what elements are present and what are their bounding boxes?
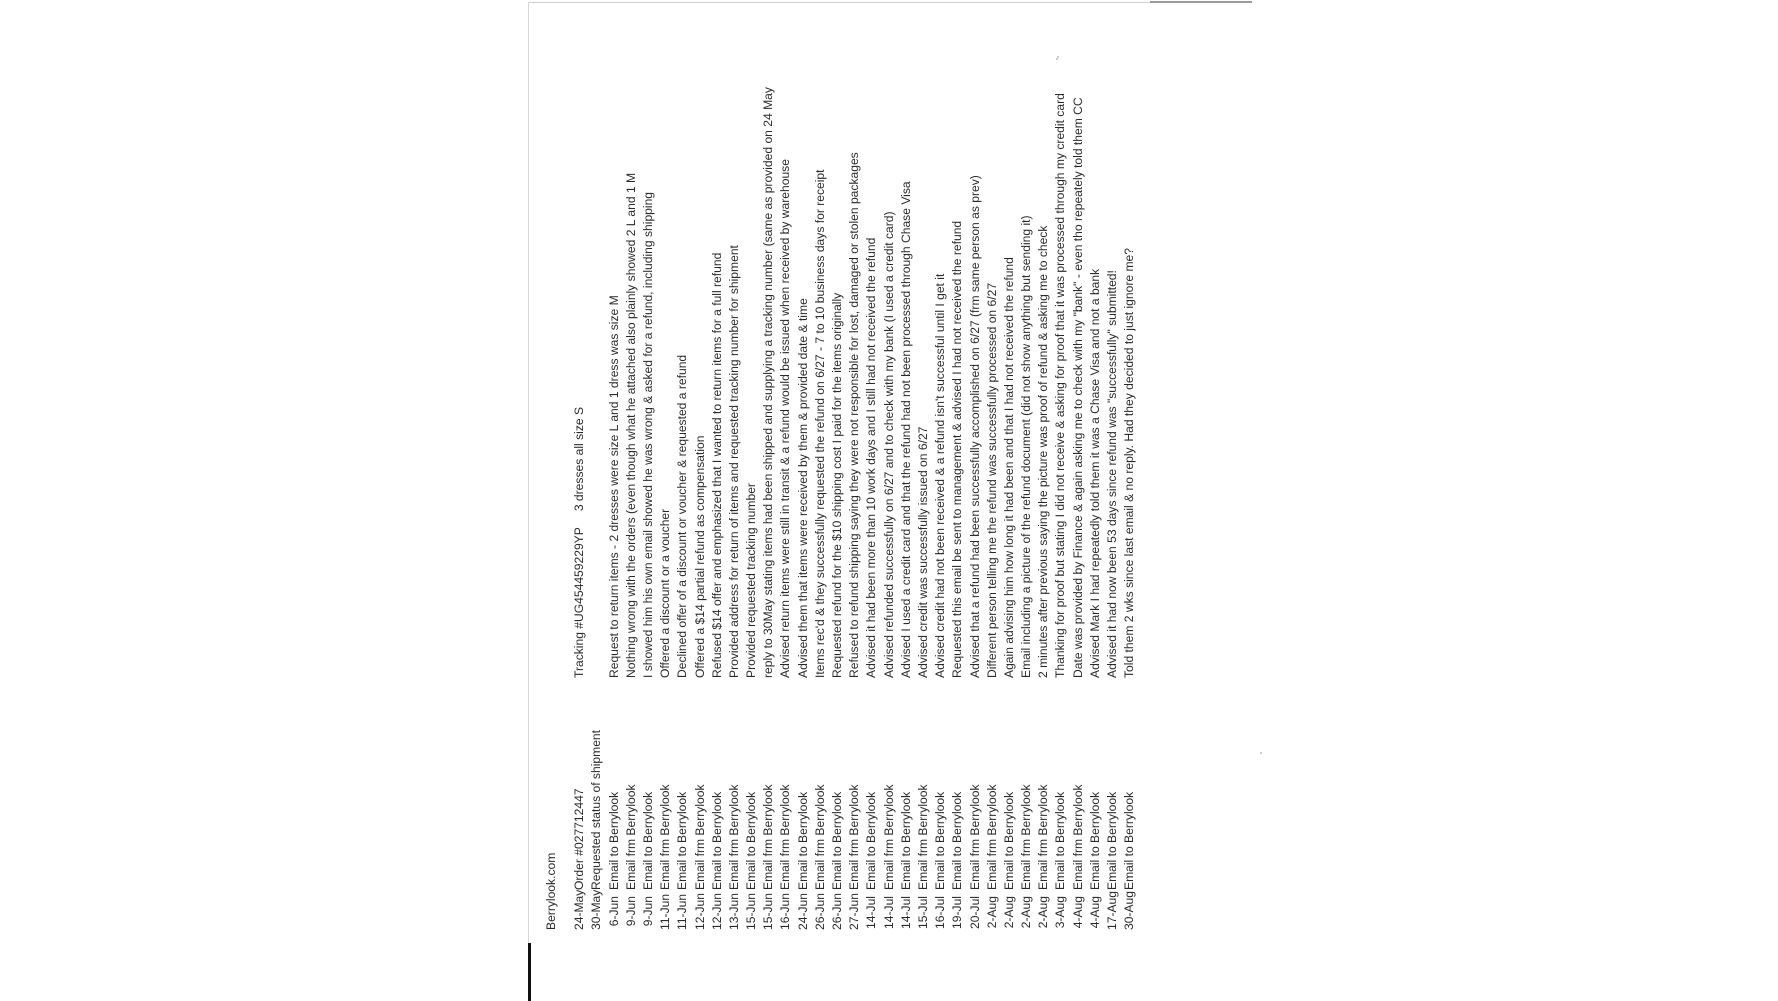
entry-label: Email to Berrylook [744,791,759,890]
entry-note: Request to return items - 2 dresses were size L and 1 dress was size M [606,295,621,678]
entry-label: Email frm Berrylook [984,784,999,890]
entry-label: Email to Berrylook [1105,791,1119,890]
entry-date: 2-Aug [1001,896,1016,929]
entry-note: Told them 2 wks since last email & no reply. Had they decided to just ignore me? [1122,248,1137,678]
entry-note: Refused to refund shipping saying they were not responsible for lost, damaged or stolen packages [847,152,862,678]
list-item [623,0,640,930]
scan-border-left [528,2,529,998]
entry-date: 6-Jun [606,896,621,927]
list-item [812,0,829,930]
entry-note: 2 minutes after previous saying the picture was proof of refund & asking me to check [1036,225,1051,678]
entry-label: Requested status of shipment [589,729,604,890]
list-item [777,0,794,930]
entry-date: 14-Jul [864,896,879,929]
entry-date: 12-Jun [709,893,724,930]
entry-date: 11-Jun [658,893,673,930]
order-row [571,0,588,930]
entry-date: 15-Jun [761,893,776,930]
list-item [795,0,812,930]
list-item [743,0,760,930]
entry-list [588,0,1138,930]
entry-date: 15-Jul [915,896,930,929]
list-item [588,0,605,930]
entry-label: Email to Berrylook [898,791,913,890]
entry-date: 30-May [589,889,604,930]
scan-border-top-dark [1150,1,1252,3]
entry-note: Advised I used a credit card and that the refund had not been processed through Chase Visa [898,181,913,678]
list-item [898,0,915,930]
entry-note: Provided address for return of items and requested tracking number for shipment [726,245,741,678]
list-item [1070,0,1087,930]
entry-date: 15-Jun [744,893,759,930]
entry-note: Advised refunded successfully on 6/27 and to check with my bank (I used a credit card) [881,211,896,678]
entry-note: Advised them that items were received by them & provided date & time [795,298,810,678]
list-item [640,0,657,930]
entry-date: 19-Jul [950,896,965,929]
list-item [881,0,898,930]
entry-label: Email to Berrylook [675,791,690,890]
entry-date: 26-Jun [812,893,827,930]
entry-label: Email to Berrylook [606,791,621,890]
list-item [932,0,949,930]
entry-note: Date was provided by Finance & again asking me to check with my "bank" - even tho repeately told them CC [1070,97,1085,678]
order-date: 24-May [572,889,587,930]
list-item [760,0,777,930]
entry-note: Advised credit had not been received & a refund isn't successful until I get it [933,273,948,678]
entry-label: Email frm Berrylook [967,784,982,890]
entry-date: 16-Jul [933,896,948,929]
entry-date: 16-Jun [778,893,793,930]
list-item [984,0,1001,930]
list-item [1035,0,1052,930]
list-item [726,0,743,930]
entry-label: Email to Berrylook [709,791,724,890]
entry-note: Requested refund for the $10 shipping cost I paid for the items originally [830,292,844,678]
entry-label: Email frm Berrylook [692,784,707,890]
entry-label: Email frm Berrylook [778,784,793,890]
list-item [606,0,623,930]
entry-date: 2-Aug [1019,896,1034,929]
entry-date: 14-Jul [898,896,913,929]
entry-label: Email to Berrylook [1122,791,1137,890]
list-item [1018,0,1035,930]
entry-note: Different person telling me the refund was successfully processed on 6/27 [984,282,999,678]
entry-note: reply to 30May stating items had been shipped and supplying a tracking number (same as provided on 24 May [761,87,776,678]
entry-label: Email to Berrylook [950,791,965,890]
entry-label: Email frm Berrylook [915,784,930,890]
entry-date: 14-Jul [881,896,896,929]
scan-mark [528,943,531,1001]
entry-note: I showed him his own email showed he was wrong & asked for a refund, including shipping [640,191,655,678]
list-item [829,0,846,930]
entry-label: Email to Berrylook [933,791,948,890]
entry-label: Email frm Berrylook [1019,784,1034,890]
entry-note: Refused $14 offer and emphasized that I wanted to return items for a full refund [709,252,724,678]
entry-label: Email to Berrylook [1053,791,1068,890]
rotated-document [543,0,1143,930]
list-item [1121,0,1138,930]
entry-date: 17-Aug [1105,891,1119,930]
scan-speck [1260,752,1262,754]
entry-date: 9-Jun [623,896,638,927]
entry-label: Email to Berrylook [1087,791,1102,890]
list-item [657,0,674,930]
entry-label: Email frm Berrylook [847,784,862,890]
list-item [674,0,691,930]
entry-note: Advised it had now been 53 days since refund was "successfully" submitted! [1105,270,1119,678]
entry-note: Advised it had been more than 10 work days and I still had not received the refund [864,237,879,678]
entry-date: 27-Jun [847,893,862,930]
entry-date: 24-Jun [795,893,810,930]
entry-label: Email to Berrylook [795,791,810,890]
entry-label: Email to Berrylook [830,791,844,890]
entry-note: Items rec'd & they successfully requested the refund on 6/27 - 7 to 10 business days for receipt [812,169,827,678]
entry-label: Email to Berrylook [640,791,655,890]
entry-note: Advised return items were still in transit & a refund would be issued when received by warehouse [778,159,793,678]
entry-date: 3-Aug [1053,896,1068,929]
entry-note: Advised Mark I had repeatedly told them it was a Chase Visa and not a bank [1087,268,1102,678]
order-number: Order #027712447 [572,788,587,890]
entry-date: 30-Aug [1122,891,1137,930]
entry-note: Offered a discount or a voucher [658,508,673,678]
entry-label: Email frm Berrylook [726,784,741,890]
entry-note: Advised that a refund had been successfully accomplished on 6/27 (frm same person as prev) [967,175,982,678]
entry-label: Email to Berrylook [864,791,879,890]
entry-date: 20-Jul [967,896,982,929]
list-item [1087,0,1104,930]
entry-label: Email to Berrylook [1001,791,1016,890]
list-item [709,0,726,930]
entry-note: Provided requested tracking number [744,483,759,678]
entry-date: 2-Aug [984,896,999,929]
entry-date: 4-Aug [1070,896,1085,929]
entry-note: Offered a $14 partial refund as compensation [692,435,707,678]
entry-label: Email frm Berrylook [658,784,673,890]
entry-label: Email frm Berrylook [1070,784,1085,890]
entry-label: Email frm Berrylook [881,784,896,890]
entry-label: Email frm Berrylook [1036,784,1051,890]
list-item [949,0,966,930]
list-item [1052,0,1069,930]
entry-note: Advised credit was successfully issued on 6/27 [915,426,930,678]
list-item [1001,0,1018,930]
entry-date: 9-Jun [640,896,655,927]
list-item [863,0,880,930]
tracking-number: Tracking #UG454459229YP [572,527,587,678]
entry-note: Nothing wrong with the orders (even though what he attached also plainly showed 2 L and 1 M [623,172,638,678]
entry-date: 11-Jun [675,893,690,930]
entry-note: Thanking for proof but stating I did not receive & asking for proof that it was processed through my credit card [1053,93,1068,678]
list-item [1104,0,1121,930]
entry-date: 13-Jun [726,893,741,930]
entry-note: Requested this email be sent to management & advised I had not received the refund [950,220,965,678]
entry-label: Email frm Berrylook [623,784,638,890]
entry-date: 4-Aug [1087,896,1102,929]
order-contents: 3 dresses all size S [572,406,587,512]
entry-date: 2-Aug [1036,896,1051,929]
site-heading: Berrylook.com [544,852,558,930]
entry-note: Declined offer of a discount or voucher & requested a refund [675,354,690,678]
entry-date: 26-Jun [830,893,844,930]
list-item [915,0,932,930]
entry-label: Email frm Berrylook [761,784,776,890]
entry-note: Again advising him how long it had been and that I had not received the refund [1001,257,1016,678]
list-item [846,0,863,930]
list-item [967,0,984,930]
entry-label: Email frm Berrylook [812,784,827,890]
entry-date: 12-Jun [692,893,707,930]
list-item [692,0,709,930]
entry-note: Email including a picture of the refund document (did not show anything but sending it) [1019,215,1034,678]
